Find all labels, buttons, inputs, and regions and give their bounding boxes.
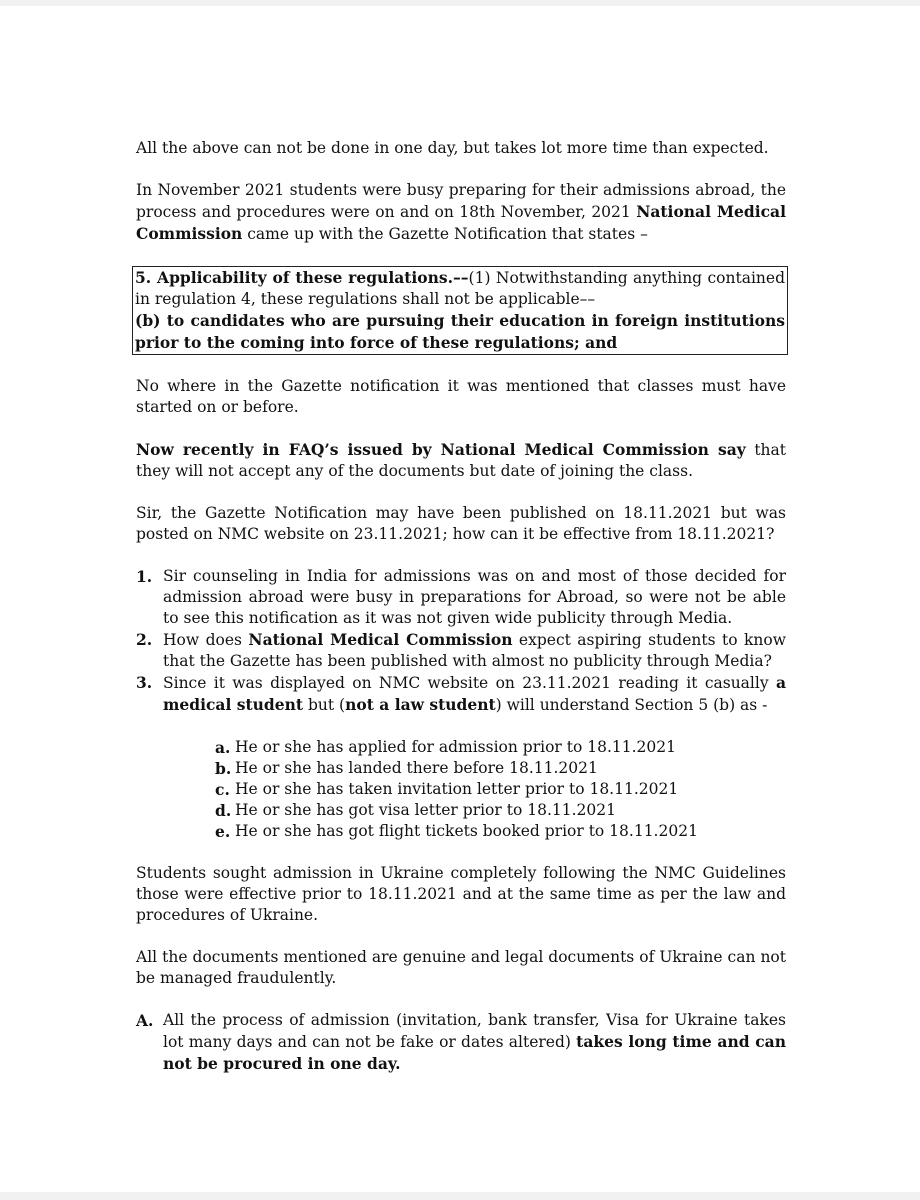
sub-marker: c. [215,780,230,799]
quote-clause-b: (b) to candidates who are pursuing their education in foreign institutions prior to the coming into force of these regulations; and [135,311,785,352]
paragraph-november [136,180,786,245]
quote-line-1 [135,267,785,310]
document-body [136,138,786,1075]
bold-text: Now recently in FAQ’s issued by National Medical Commission say [136,440,746,459]
paragraph-no-where: No where in the Gazette notification it was mentioned that classes must have started on or before. [136,377,786,416]
list-item [136,1010,786,1075]
sub-list-item [163,758,786,779]
gazette-quote-box [132,266,788,355]
text-run: that they will not accept any of the documents but date of joining the class. [136,441,786,480]
sub-list-item [163,779,786,800]
sub-list-item [163,800,786,821]
list-item [136,672,786,842]
bold-text: a medical student [163,673,786,714]
paragraph-documents: All the documents mentioned are genuine and legal documents of Ukraine can not be managed fraudulently. [136,948,786,987]
sub-marker: d. [215,801,232,820]
sub-list-item [163,737,786,758]
sub-marker: a. [215,738,231,757]
text-run: expect aspiring students to know that the Gazette has been published with almost no publicity through Media? [163,631,786,670]
paragraph-faq [136,439,786,482]
bold-text: National Medical Commission [248,630,513,649]
sub-marker: b. [215,759,232,778]
sub-text: He or she has taken invitation letter prior to 18.11.2021 [235,780,679,798]
list-marker: 1. [136,567,153,586]
list-marker: A. [136,1011,154,1030]
numbered-list [136,566,786,842]
sub-list [163,737,786,842]
text-run: How does [163,631,249,649]
text-run: ) will understand Section 5 (b) as - [495,696,768,714]
paragraph-sir: Sir, the Gazette Notification may have been published on 18.11.2021 but was posted on NMC website on 23.11.2021; how can it be effective from 18.11.2021? [136,504,786,543]
sub-marker: e. [215,822,231,841]
sub-text: He or she has got visa letter prior to 18.11.2021 [235,801,616,819]
quote-line-2 [135,310,785,354]
bold-text: National Medical Commission [136,202,786,243]
text-run: came up with the Gazette Notification that states – [242,225,648,243]
sub-text: He or she has got flight tickets booked prior to 18.11.2021 [235,822,698,840]
list-marker: 2. [136,630,153,649]
bold-text: takes long time and can not be procured in one day. [163,1032,786,1073]
paragraph-intro: All the above can not be done in one day, but takes lot more time than expected. [136,139,769,157]
list-marker: 3. [136,673,153,692]
list-item [136,566,786,629]
sub-list-item [163,821,786,842]
bold-text: not a law student [345,695,496,714]
sub-text: He or she has landed there before 18.11.2021 [235,759,598,777]
document-page [0,6,920,1192]
paragraph-students: Students sought admission in Ukraine completely following the NMC Guidelines those were effective prior to 18.11.2021 and at the same time as per the law and procedures of Ukraine. [136,864,786,924]
quote-heading: 5. Applicability of these regulations.–– [135,268,469,287]
sub-text: He or she has applied for admission prior to 18.11.2021 [235,738,676,756]
list-item [136,629,786,672]
text-run: but ( [303,696,346,714]
text-run: In November 2021 students were busy preparing for their admissions abroad, the process and procedures were on and on 18th November, 2021 [136,181,786,221]
text-run: Since it was displayed on NMC website on 23.11.2021 reading it casually [163,674,776,692]
list-text: Sir counseling in India for admissions was on and most of those decided for admission abroad were busy in preparations for Abroad, so were not be able to see this notification as it was not given wide publicity through Media. [163,567,786,627]
quote-text: (1) Notwithstanding anything contained in regulation 4, these regulations shall not be applicable–– [135,269,785,308]
text-run: All the process of admission (invitation, bank transfer, Visa for Ukraine takes lot many days and can not be fake or dates altered) [163,1011,786,1051]
lettered-list [136,1010,786,1075]
